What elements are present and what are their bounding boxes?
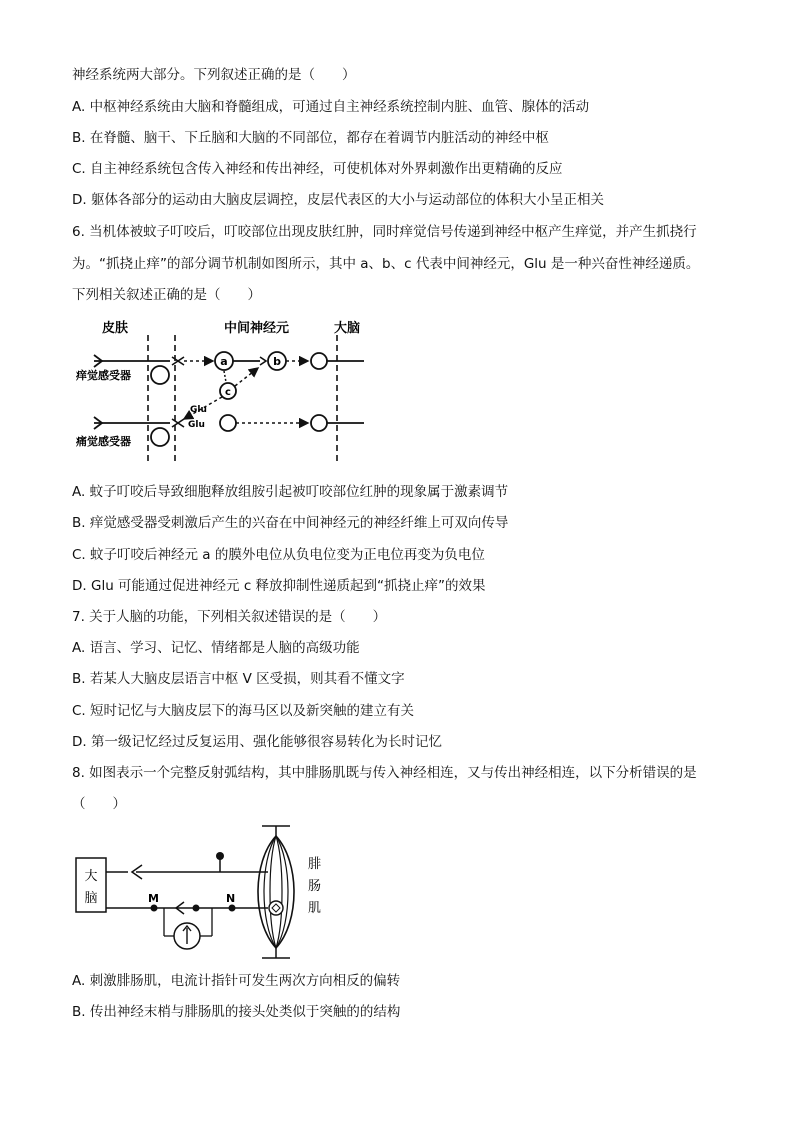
q8-option-a: A. 刺激腓肠肌，电流计指针可发生两次方向相反的偏转 — [72, 973, 401, 989]
label-glu-1: Glu — [190, 405, 207, 415]
muscle-label-3: 肌 — [308, 901, 322, 916]
q5-stem: 神经系统两大部分。下列叙述正确的是（ ） — [72, 67, 356, 83]
label-interneuron: 中间神经元 — [224, 321, 290, 336]
q6-stem-line1: 6. 当机体被蚊子叮咬后，叮咬部位出现皮肤红肿，同时痒觉信号传递到神经中枢产生痒觉，并产生抓挠行 — [72, 224, 697, 240]
q7-option-c: C. 短时记忆与大脑皮层下的海马区以及新突触的建立有关 — [72, 703, 415, 719]
q6-stem-line2: 为。“抓挠止痒”的部分调节机制如图所示，其中 a、b、c 代表中间神经元，Glu 是一种兴奋性神经递质。 — [72, 256, 700, 272]
neuromuscular-junction — [269, 901, 283, 915]
q8-option-b: B. 传出神经末梢与腓肠肌的接头处类似于突触的的结构 — [72, 1004, 401, 1020]
q5-option-d: D. 躯体各部分的运动由大脑皮层调控，皮层代表区的大小与运动部位的体积大小呈正相关 — [72, 192, 604, 208]
q7-option-a: A. 语言、学习、记忆、情绪都是人脑的高级功能 — [72, 640, 360, 656]
label-itch-receptor: 痒觉感受器 — [76, 369, 131, 382]
q5-option-b: B. 在脊髓、脑干、下丘脑和大脑的不同部位，都存在着调节内脏活动的神经中枢 — [72, 130, 549, 146]
q5-option-c: C. 自主神经系统包含传入神经和传出神经，可使机体对外界刺激作出更精确的反应 — [72, 161, 563, 177]
brain-neuron-bottom — [311, 415, 327, 431]
q6-stem-line3: 下列相关叙述正确的是（ ） — [72, 287, 261, 303]
itch-mechanism-diagram — [72, 315, 372, 470]
q7-option-b: B. 若某人大脑皮层语言中枢 V 区受损，则其看不懂文字 — [72, 671, 405, 687]
brain-label-2: 脑 — [84, 891, 98, 906]
node-upper — [216, 852, 224, 860]
brain-label-1: 大 — [84, 869, 98, 884]
node-lower — [193, 905, 200, 912]
point-n — [229, 905, 236, 912]
gastrocnemius-muscle — [258, 836, 294, 948]
q7-option-d: D. 第一级记忆经过反复运用、强化能够很容易转化为长时记忆 — [72, 734, 442, 750]
q6-option-b: B. 痒觉感受器受刺激后产生的兴奋在中间神经元的神经纤维上可双向传导 — [72, 515, 509, 531]
label-glu-2: Glu — [188, 420, 205, 430]
pain-interneuron — [220, 415, 236, 431]
q6-option-c: C. 蚊子叮咬后神经元 a 的膜外电位从负电位变为正电位再变为负电位 — [72, 547, 485, 563]
q6-option-a: A. 蚊子叮咬后导致细胞释放组胺引起被叮咬部位红肿的现象属于激素调节 — [72, 484, 509, 500]
q5-option-a: A. 中枢神经系统由大脑和脊髓组成，可通过自主神经系统控制内脏、血管、腺体的活动 — [72, 99, 590, 115]
pain-receptor-circle — [151, 428, 169, 446]
neuron-a-label: a — [220, 355, 228, 368]
q8-stem-line1: 8. 如图表示一个完整反射弧结构，其中腓肠肌既与传入神经相连，又与传出神经相连，以下分析错误的是 — [72, 765, 697, 781]
itch-receptor-circle — [151, 366, 169, 384]
neuron-b-label: b — [273, 355, 281, 368]
label-n: N — [226, 892, 236, 905]
brain-neuron-top — [311, 353, 327, 369]
muscle-label-2: 肠 — [308, 879, 322, 894]
label-pain-receptor: 痛觉感受器 — [76, 435, 131, 448]
reflex-arc-diagram — [72, 822, 342, 964]
label-m: M — [148, 892, 159, 905]
label-skin: 皮肤 — [102, 321, 129, 336]
q7-stem: 7. 关于人脑的功能，下列相关叙述错误的是（ ） — [72, 609, 387, 625]
label-brain: 大脑 — [334, 321, 361, 336]
point-m — [151, 905, 158, 912]
q8-stem-line2: （ ） — [72, 796, 126, 812]
muscle-label-1: 腓 — [308, 857, 322, 872]
q6-option-d: D. Glu 可能通过促进神经元 c 释放抑制性递质起到“抓挠止痒”的效果 — [72, 578, 486, 594]
neuron-c-label: c — [225, 387, 231, 398]
